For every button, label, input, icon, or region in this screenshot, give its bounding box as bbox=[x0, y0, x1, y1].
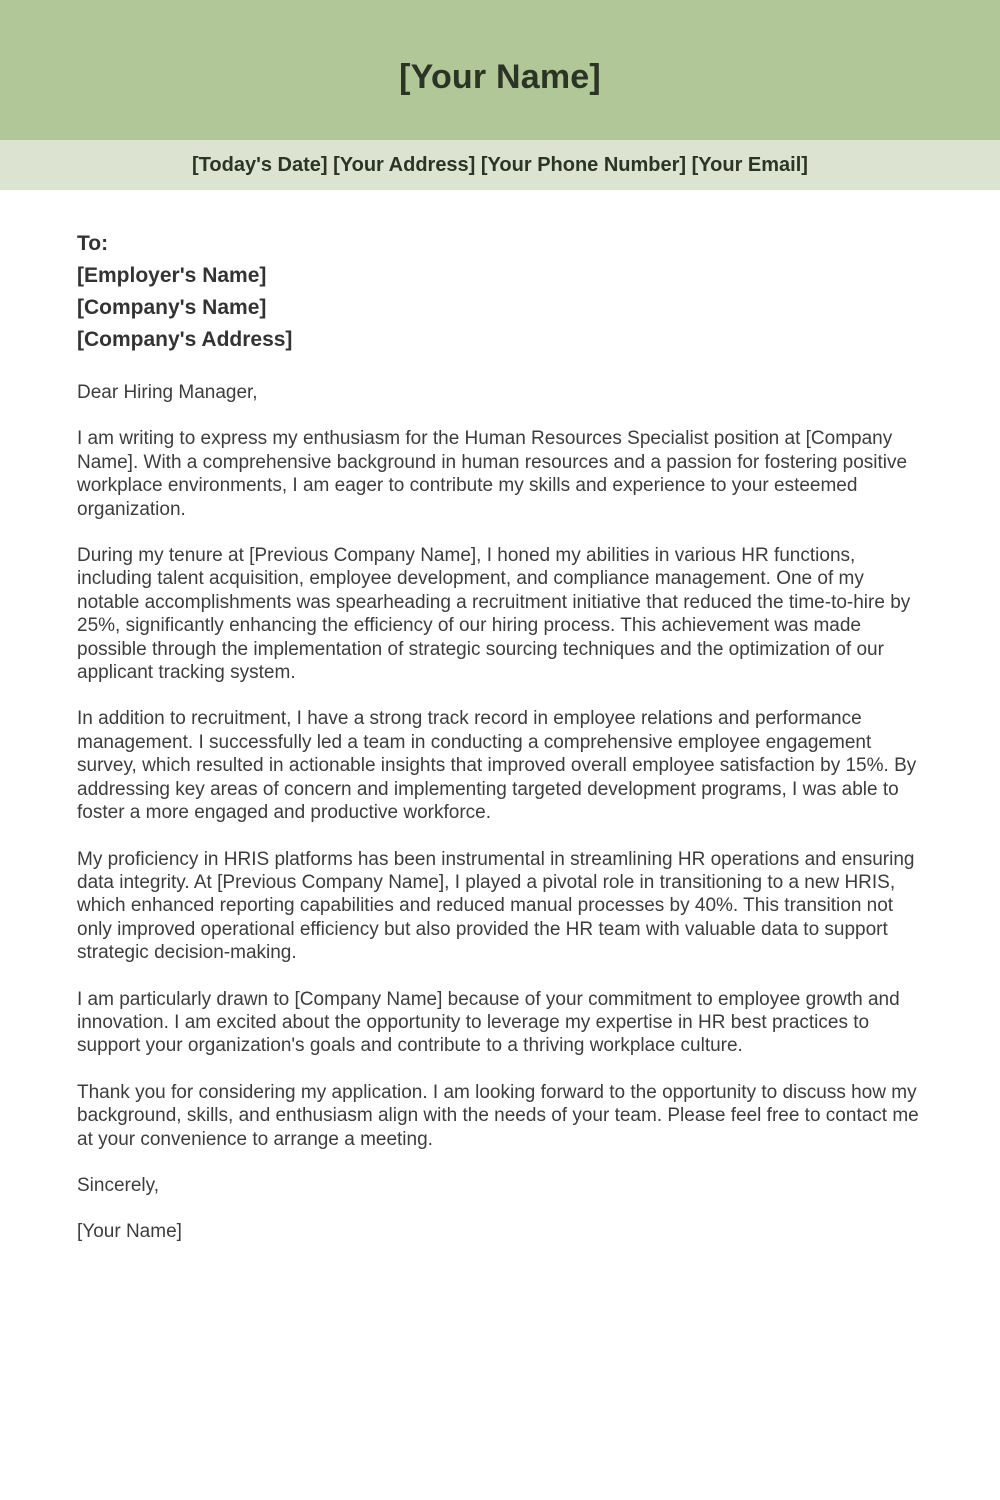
recipient-block bbox=[77, 228, 923, 356]
recipient-line-employer: [Employer's Name] bbox=[77, 264, 267, 287]
recipient-line-address: [Company's Address] bbox=[77, 328, 293, 351]
recipient-label: To: bbox=[77, 232, 109, 255]
letter-text bbox=[77, 381, 923, 1244]
letter-paragraph: I am particularly drawn to [Company Name] because of your commitment to employee growth and innovation. I am excited about the opportunity to leverage my expertise in HR best practices to support your organization's goals and contribute to a thriving workplace culture. bbox=[77, 988, 900, 1057]
letter-paragraph: In addition to recruitment, I have a strong track record in employee relations and performance management. I successfully led a team in conducting a comprehensive employee engagement survey, which resulted in actionable insights that improved overall employee satisfaction by 15%. By addressing key areas of concern and implementing targeted development programs, I was able to foster a more engaged and productive workforce. bbox=[77, 708, 917, 824]
header-name-band bbox=[0, 0, 1000, 140]
letter-body bbox=[0, 228, 1000, 1244]
letter-paragraph: Thank you for considering my application. I am looking forward to the opportunity to discuss how my background, skills, and enthusiasm align with the needs of your team. Please feel free to contact me at your convenience to arrange a meeting. bbox=[77, 1081, 919, 1150]
header-name: [Your Name] bbox=[399, 57, 601, 96]
letter-paragraph: My proficiency in HRIS platforms has been instrumental in streamlining HR operations and ensuring data integrity. At [Previous Company Name], I played a pivotal role in transitioning to a new HRIS, which enhanced reporting capabilities and reduced manual processes by 40%. This transition not only improved operational efficiency but also provided the HR team with valuable data to support strategic decision-making. bbox=[77, 848, 915, 964]
signature-line: [Your Name] bbox=[77, 1221, 182, 1243]
salutation-line: Dear Hiring Manager, bbox=[77, 382, 258, 403]
letter-paragraph: I am writing to express my enthusiasm for the Human Resources Specialist position at [Company Name]. With a comprehensive background in human resources and a passion for fostering positive workplace environments, I am eager to contribute my skills and experience to your esteemed organization. bbox=[77, 428, 908, 520]
closing-line: Sincerely, bbox=[77, 1174, 160, 1196]
header-contact-line: [Today's Date] [Your Address] [Your Phone Number] [Your Email] bbox=[192, 153, 808, 176]
recipient-line-company: [Company's Name] bbox=[77, 296, 267, 319]
letter-paragraph: During my tenure at [Previous Company Name], I honed my abilities in various HR functions, including talent acquisition, employee development, and compliance management. One of my notable accomplishments was spearheading a recruitment initiative that reduced the time-to-hire by 25%, significantly enhancing the efficiency of our hiring process. This achievement was made possible through the implementation of strategic sourcing techniques and the optimization of our applicant tracking system. bbox=[77, 545, 911, 684]
header-contact-band bbox=[0, 140, 1000, 190]
